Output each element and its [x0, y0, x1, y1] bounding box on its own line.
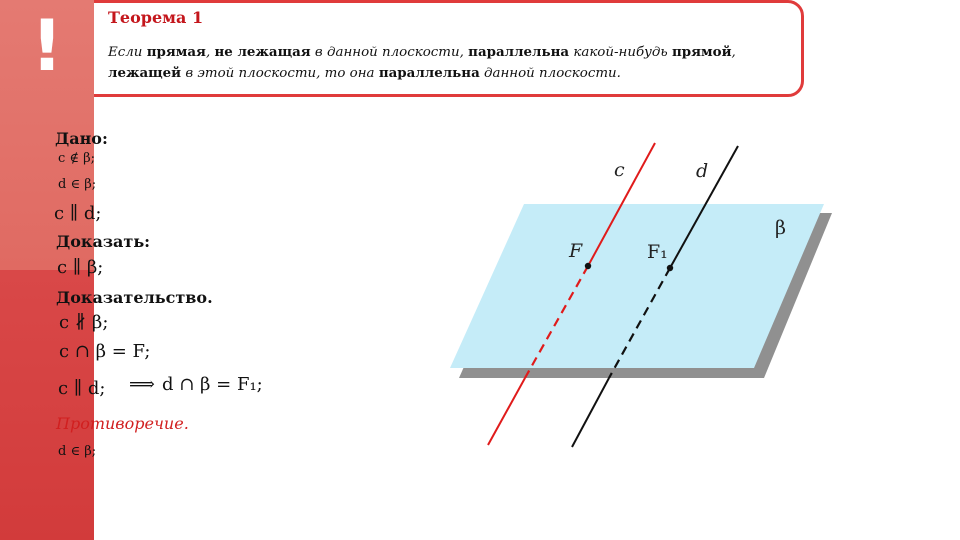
prove-heading: Доказать: [56, 232, 151, 251]
theorem-text-run: данной плоскости. [479, 66, 621, 81]
theorem-text-run: в данной плоскости, [310, 45, 469, 60]
contradiction-label: Противоречие. [56, 414, 189, 433]
theorem-text-run: прямая [146, 44, 206, 60]
point-F [585, 263, 591, 269]
line-c-below-plane [488, 378, 525, 445]
prove-statement: c ∥ β; [57, 257, 104, 278]
theorem-text-run: не лежащая [214, 44, 311, 60]
proof-d-intersect-step: d ∩ β = F₁; [162, 374, 263, 395]
theorem-text-run: параллельна [378, 65, 480, 81]
line-d-below-plane [572, 378, 609, 447]
label-d: d [696, 160, 709, 182]
theorem-text-run: , [205, 45, 215, 60]
label-F: F [569, 240, 583, 262]
proof-heading: Доказательство. [56, 288, 213, 307]
proof-assume-step: c ∦ β; [59, 312, 109, 333]
theorem-text-run: какой-нибудь [569, 45, 672, 60]
point-F1 [667, 265, 673, 271]
given-c-not-in-beta: c ∉ β; [58, 151, 96, 166]
theorem-text-run: параллельна [468, 44, 570, 60]
proof-d-in-beta: d ∈ β; [58, 444, 97, 459]
label-c: c [614, 159, 625, 181]
theorem-text-run: лежащей [108, 65, 182, 81]
proof-c-parallel-d: c ∥ d; [58, 378, 106, 399]
label-beta: β [775, 217, 786, 239]
proof-intersect-step: c ∩ β = F; [59, 341, 151, 362]
exclamation-icon: ! [31, 5, 63, 87]
theorem-text-run: , [731, 45, 736, 60]
theorem-title: Теорема 1 [108, 8, 204, 27]
theorem-text-run: прямой [671, 44, 732, 60]
given-d-in-beta: d ∈ β; [58, 177, 97, 192]
given-c-parallel-d: c ∥ d; [54, 203, 102, 224]
theorem-text-run: Если [108, 45, 147, 60]
theorem-text-run: в этой плоскости, то она [181, 66, 379, 81]
implies-arrow-icon: ⟹ [129, 374, 155, 395]
given-heading: Дано: [55, 129, 108, 148]
label-F1: F₁ [647, 241, 668, 263]
